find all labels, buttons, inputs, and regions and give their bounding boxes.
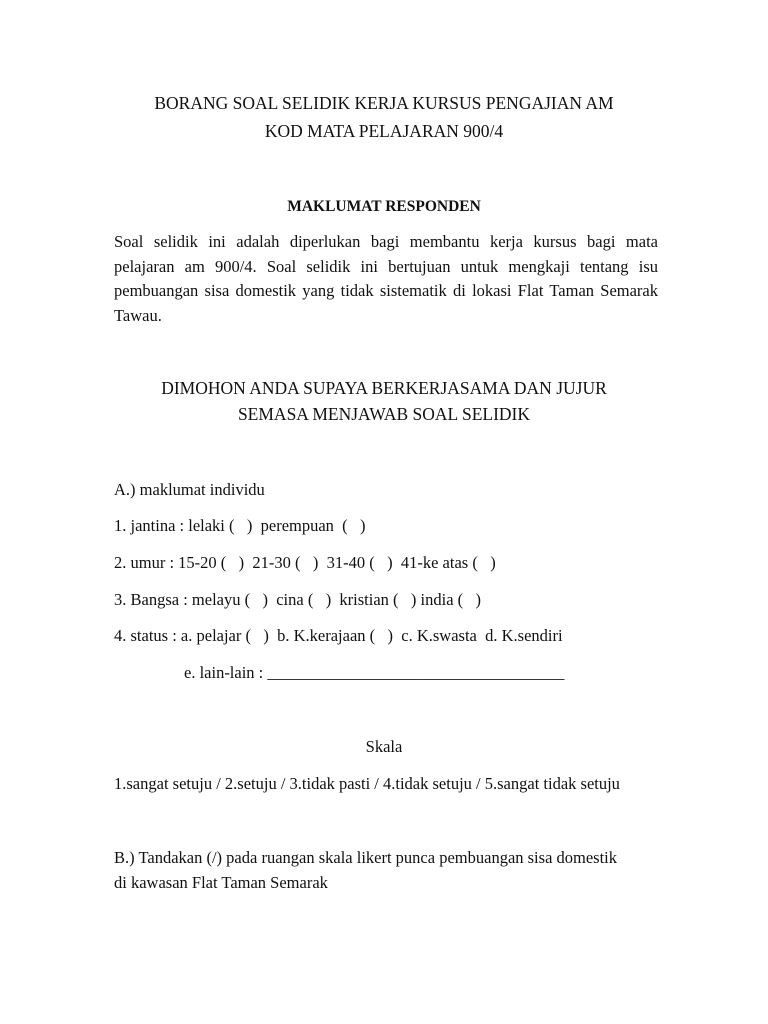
form-title: BORANG SOAL SELIDIK KERJA KURSUS PENGAJIAN AM bbox=[154, 93, 614, 113]
question-status-other: e. lain-lain : ____________________________________ bbox=[184, 663, 565, 682]
question-status: 4. status : a. pelajar ( ) b. K.kerajaan ( ) c. K.swasta d. K.sendiri bbox=[114, 626, 563, 645]
question-race: 3. Bangsa : melayu ( ) cina ( ) kristian ( ) india ( ) bbox=[114, 590, 482, 609]
request-line-2: SEMASA MENJAWAB SOAL SELIDIK bbox=[237, 404, 531, 424]
scale-legend: 1.sangat setuju / 2.setuju / 3.tidak pasti / 4.tidak setuju / 5.sangat tidak setuju bbox=[114, 774, 620, 793]
scale-heading: Skala bbox=[365, 737, 403, 756]
section-a-heading: A.) maklumat individu bbox=[114, 480, 265, 499]
question-age: 2. umur : 15-20 ( ) 21-30 ( ) 31-40 ( ) 41-ke atas ( ) bbox=[114, 553, 496, 572]
question-gender: 1. jantina : lelaki ( ) perempuan ( ) bbox=[114, 516, 366, 535]
section-b-instruction-line-2: di kawasan Flat Taman Semarak bbox=[114, 873, 328, 892]
subject-code-title: KOD MATA PELAJARAN 900/4 bbox=[264, 121, 504, 141]
request-line-1: DIMOHON ANDA SUPAYA BERKERJASAMA DAN JUJUR bbox=[161, 378, 607, 398]
intro-paragraph: Soal selidik ini adalah diperlukan bagi membantu kerja kursus bagi mata pelajaran am 900/4. Soal selidik ini bertujuan untuk mengkaji tentang isu pembuangan sisa domestik yang tidak sistematik di lokasi Flat Taman Semarak Tawau. bbox=[114, 232, 658, 325]
respondent-heading: MAKLUMAT RESPONDEN bbox=[287, 198, 481, 215]
section-b-instruction-line-1: B.) Tandakan (/) pada ruangan skala likert punca pembuangan sisa domestik bbox=[114, 848, 618, 867]
